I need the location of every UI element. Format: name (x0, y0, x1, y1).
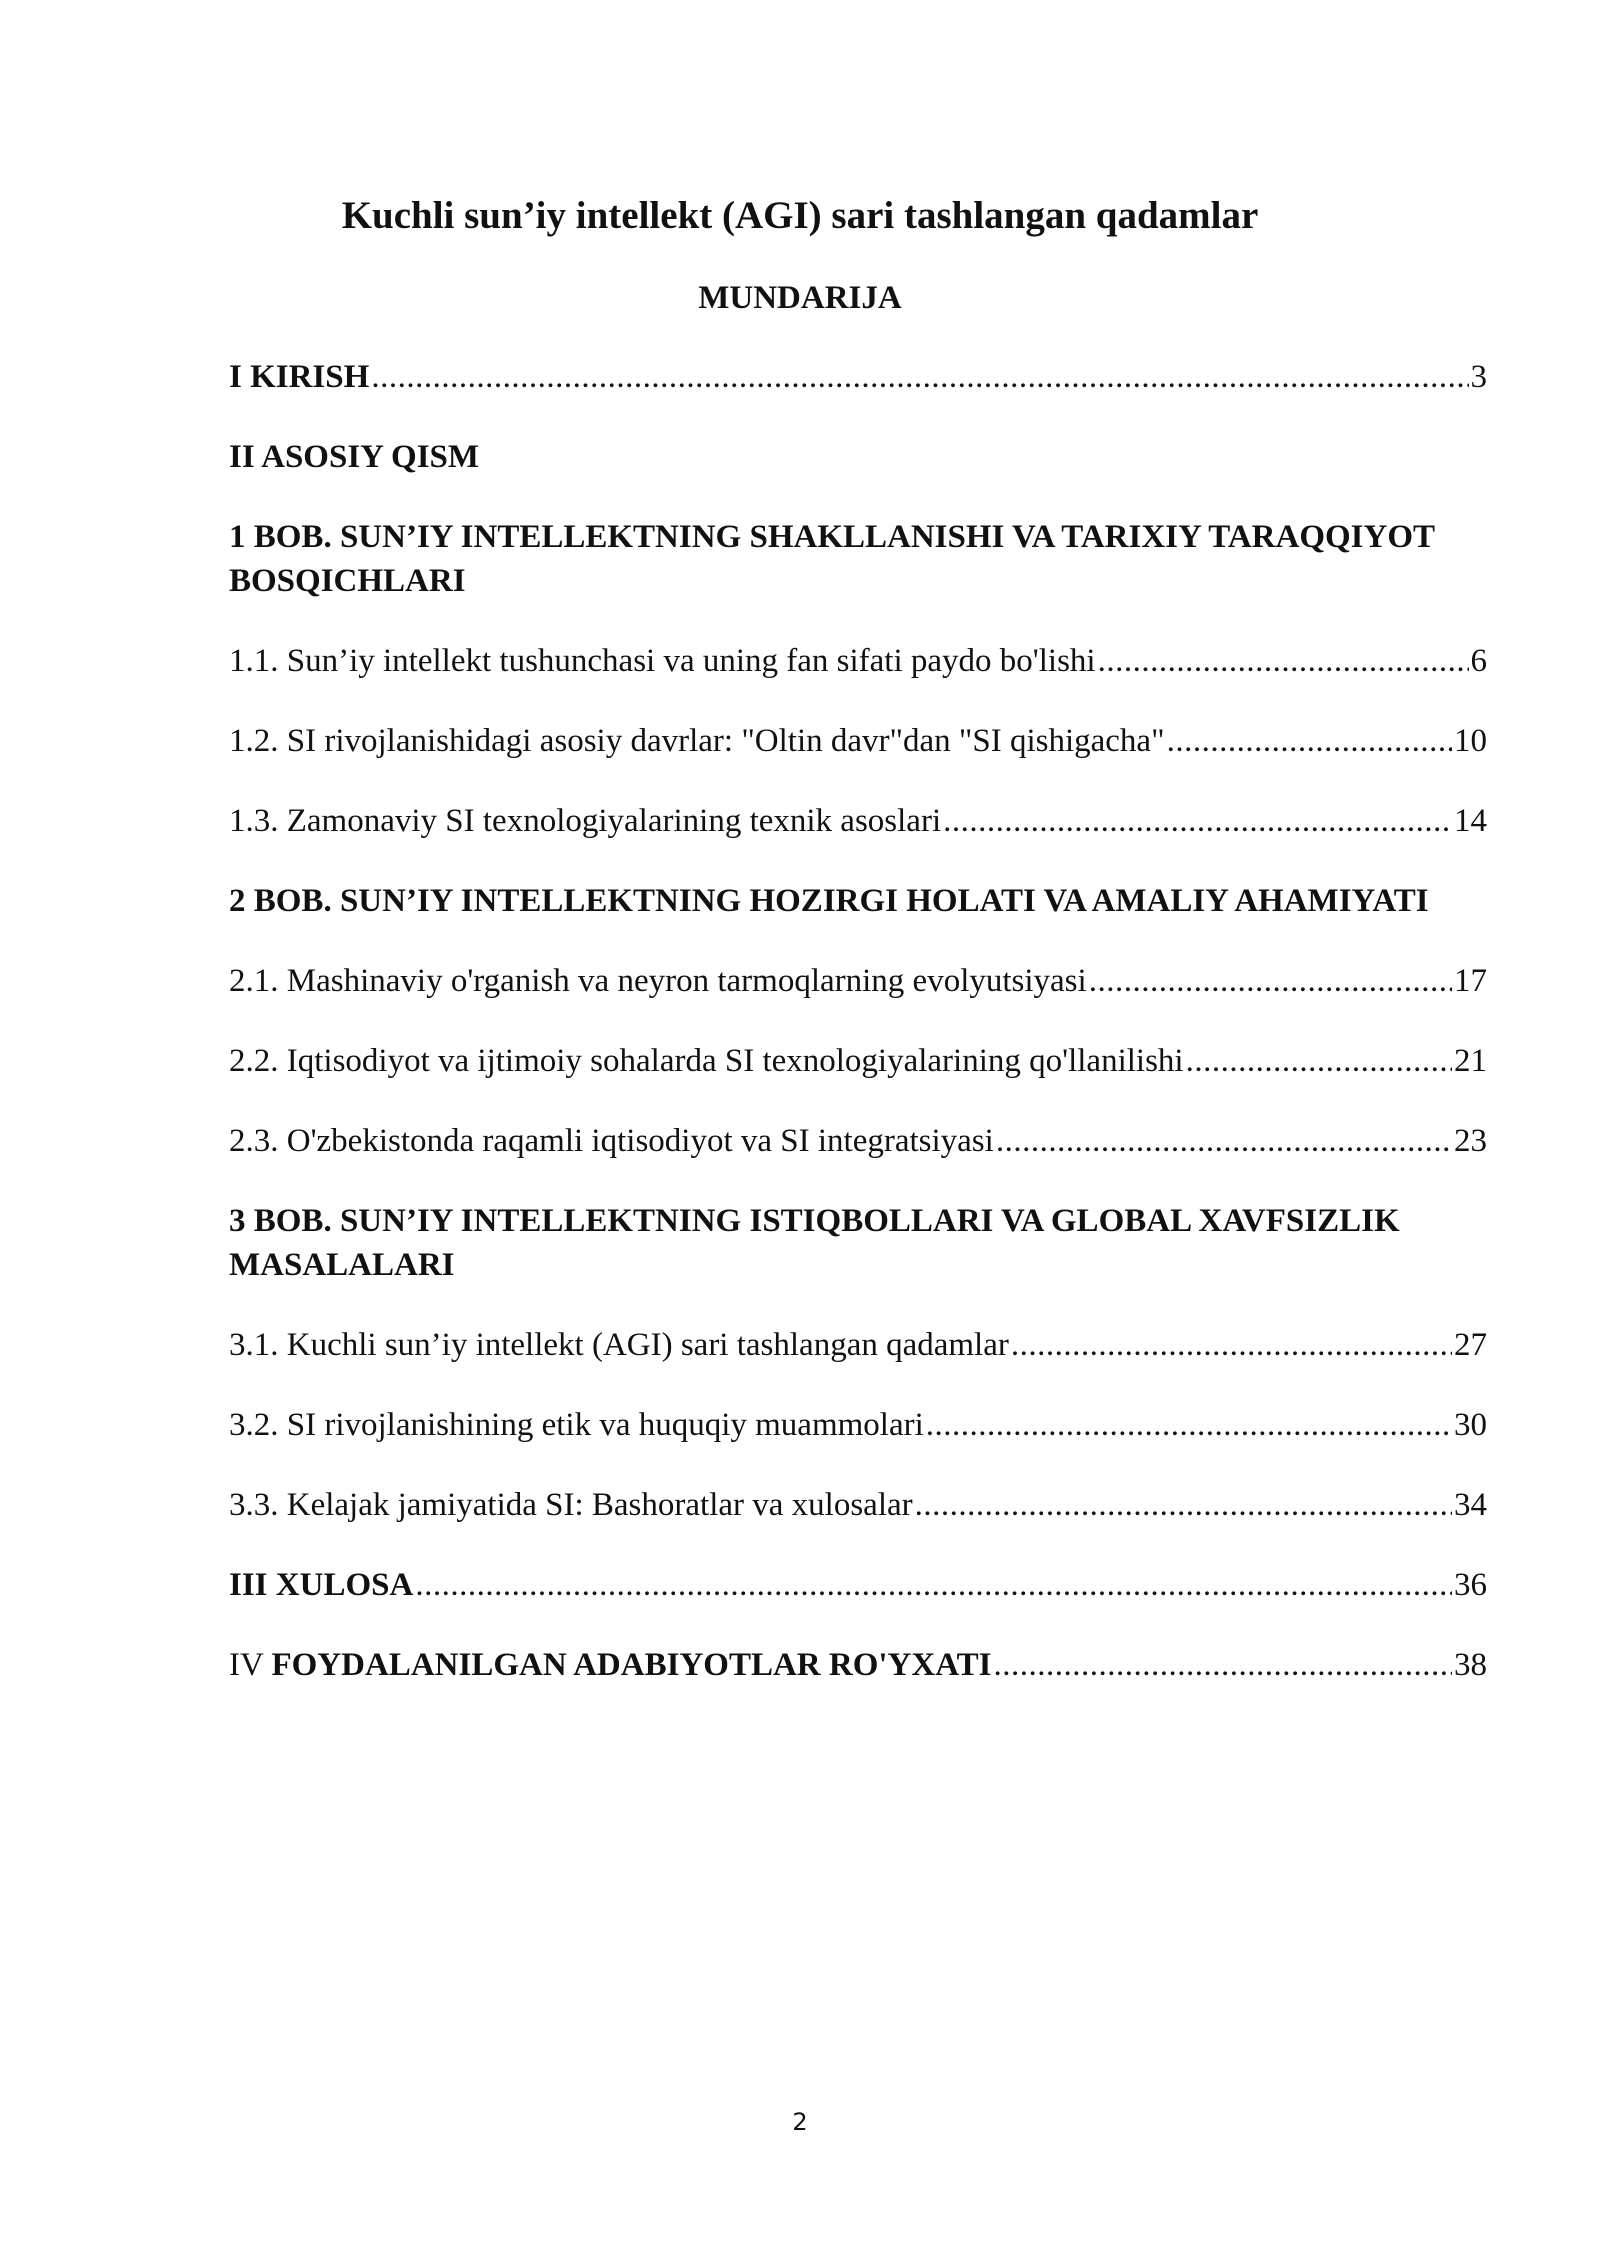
toc-entry-2-3[interactable] (229, 1119, 1487, 1163)
dot-leader (926, 1403, 1452, 1447)
toc-entry-label (229, 1643, 991, 1687)
toc-entry-label: 3.3. Kelajak jamiyatida SI: Bashoratlar va xulosalar (229, 1487, 913, 1523)
toc-entry-page: 6 (1470, 643, 1487, 679)
toc-chapter-2-title: 2 BOB. SUN’IY INTELLEKTNING HOZIRGI HOLATI VA AMALIY AHAMIYATI (229, 883, 1429, 919)
toc-entry-label: 2.1. Mashinaviy o'rganish va neyron tarmoqlarning evolyutsiyasi (229, 963, 1087, 999)
dot-leader (1186, 1039, 1452, 1083)
toc-entry-page: 21 (1454, 1043, 1487, 1079)
dot-leader (993, 1643, 1452, 1687)
toc-entry-page: 34 (1454, 1487, 1487, 1523)
toc-entry-label: 2.2. Iqtisodiyot va ijtimoiy sohalarda SI texnologiyalarining qo'llanilishi (229, 1043, 1184, 1079)
toc-entry-page: 36 (1454, 1567, 1487, 1603)
dot-leader (1098, 639, 1469, 683)
toc-entry-intro[interactable] (229, 355, 1487, 399)
toc-heading: MUNDARIJA (698, 280, 902, 316)
toc-entry-label: 1.3. Zamonaviy SI texnologiyalarining texnik asoslari (229, 803, 942, 839)
dot-leader (415, 1563, 1452, 1607)
toc-entry-page: 23 (1454, 1123, 1487, 1159)
toc-entry-3-3[interactable] (229, 1483, 1487, 1527)
dot-leader (371, 355, 1468, 399)
table-of-contents (229, 355, 1487, 1687)
dot-leader (915, 1483, 1452, 1527)
toc-entry-page: 14 (1454, 803, 1487, 839)
toc-entry-1-1[interactable] (229, 639, 1487, 683)
toc-chapter-1-title: 1 BOB. SUN’IY INTELLEKTNING SHAKLLANISHI VA TARIXIY TARAQQIYOT BOSQICHLARI (229, 519, 1435, 599)
toc-entry-3-1[interactable] (229, 1323, 1487, 1367)
toc-entry-references[interactable] (229, 1643, 1487, 1687)
toc-entry-page: 38 (1454, 1647, 1487, 1683)
toc-entry-page: 10 (1454, 723, 1487, 759)
toc-entry-label: 2.3. O'zbekistonda raqamli iqtisodiyot va SI integratsiyasi (229, 1123, 994, 1159)
toc-entry-3-2[interactable] (229, 1403, 1487, 1447)
dot-leader (1167, 719, 1452, 763)
toc-entry-bold-label: FOYDALANILGAN ADABIYOTLAR RO'YXATI (271, 1647, 992, 1683)
dot-leader (1011, 1323, 1452, 1367)
toc-entry-label: 3.1. Kuchli sun’iy intellekt (AGI) sari tashlangan qadamlar (229, 1327, 1009, 1363)
dot-leader (943, 799, 1452, 843)
toc-entry-2-1[interactable] (229, 959, 1487, 1003)
toc-entry-2-2[interactable] (229, 1039, 1487, 1083)
toc-entry-label: III XULOSA (229, 1567, 414, 1603)
toc-entry-page: 17 (1454, 963, 1487, 999)
toc-main-part-heading: II ASOSIY QISM (229, 439, 480, 475)
dot-leader (996, 1119, 1452, 1163)
toc-entry-label: 3.2. SI rivojlanishining etik va huquqiy muammolari (229, 1407, 924, 1443)
toc-entry-1-3[interactable] (229, 799, 1487, 843)
document-title: Kuchli sun’iy intellekt (AGI) sari tashlangan qadamlar (341, 194, 1259, 237)
toc-chapter-3-title: 3 BOB. SUN’IY INTELLEKTNING ISTIQBOLLARI VA GLOBAL XAVFSIZLIK MASALALARI (229, 1203, 1400, 1283)
toc-entry-prefix: IV (229, 1647, 264, 1683)
toc-entry-label: 1.2. SI rivojlanishidagi asosiy davrlar: "Oltin davr"dan "SI qishigacha" (229, 723, 1165, 759)
toc-entry-1-2[interactable] (229, 719, 1487, 763)
toc-entry-conclusion[interactable] (229, 1563, 1487, 1607)
toc-entry-label: 1.1. Sun’iy intellekt tushunchasi va uning fan sifati paydo bo'lishi (229, 643, 1096, 679)
toc-entry-page: 3 (1470, 359, 1487, 395)
dot-leader (1089, 959, 1452, 1003)
toc-entry-label: I KIRISH (229, 359, 370, 395)
toc-entry-page: 30 (1454, 1407, 1487, 1443)
toc-entry-page: 27 (1454, 1327, 1487, 1363)
page-number: 2 (792, 2108, 808, 2136)
